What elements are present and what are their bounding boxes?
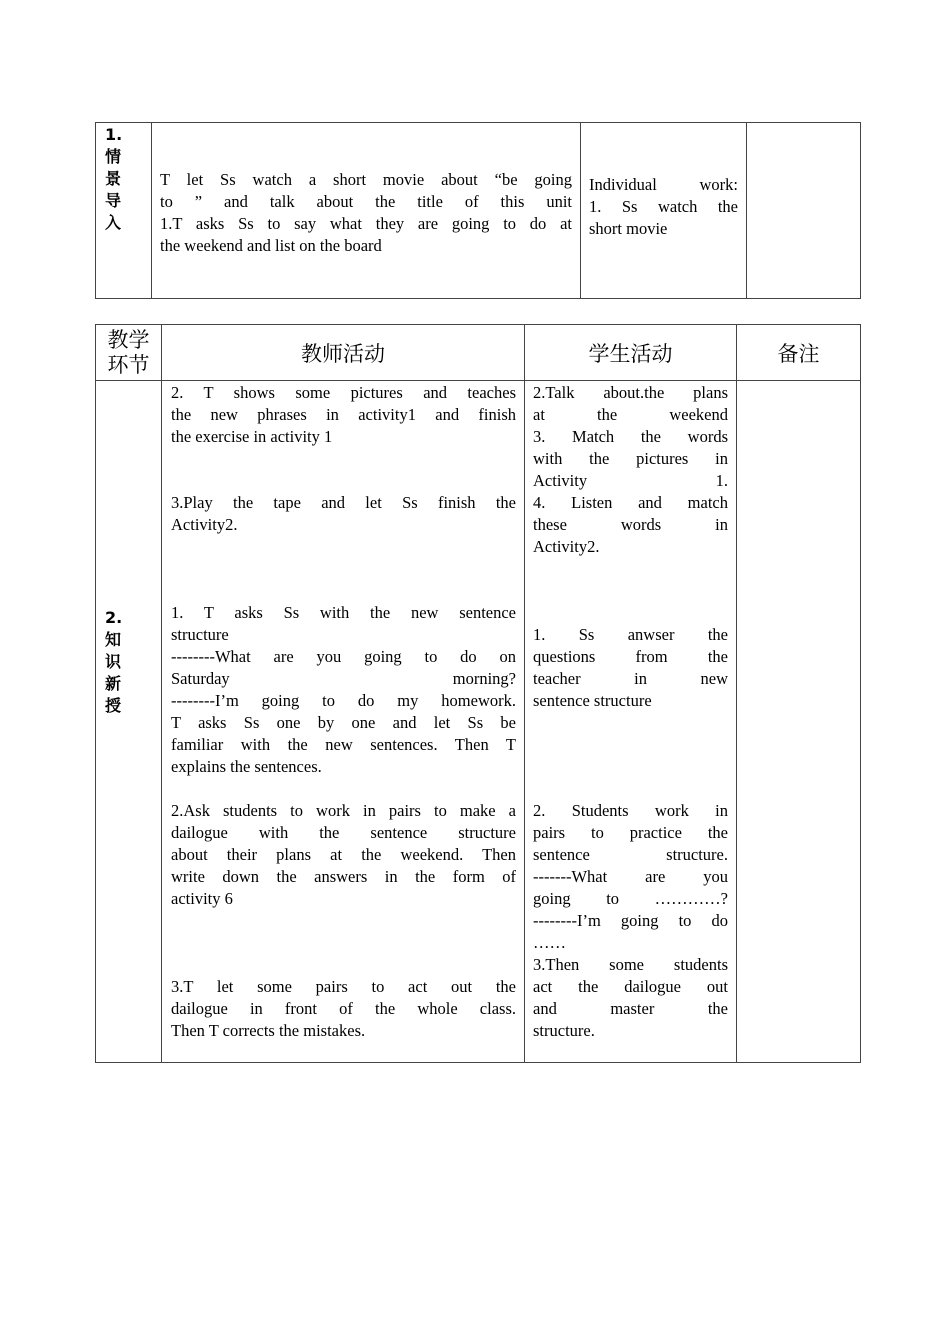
text-line: questions from the xyxy=(533,647,728,666)
stack-char: 情 xyxy=(105,147,122,166)
intro-student-cell xyxy=(581,123,747,299)
text-line xyxy=(171,910,516,932)
text-line xyxy=(533,712,728,734)
text-line: these words in xyxy=(533,515,728,534)
text-line: the weekend and list on the board xyxy=(160,236,382,255)
intro-teacher-cell xyxy=(152,123,581,299)
text-line: Activity2. xyxy=(171,515,238,534)
text-line xyxy=(533,756,728,778)
text-line: pairs to practice the xyxy=(533,823,728,842)
text-line: explains the sentences. xyxy=(171,757,322,776)
header-student: 学生活动 xyxy=(525,325,737,381)
text-line: sentence structure. xyxy=(533,845,728,864)
text-line: structure xyxy=(171,625,229,644)
stack-char: 导 xyxy=(105,191,122,210)
student-activities xyxy=(525,381,736,1042)
text-line: 4. Listen and match xyxy=(533,493,728,512)
student-activity-intro xyxy=(581,123,746,240)
text-line: dailogue in front of the whole class. xyxy=(171,999,516,1018)
notes-cell xyxy=(737,381,861,1063)
text-line xyxy=(533,558,728,580)
text-line: Activity2. xyxy=(533,537,600,556)
text-line: --------I’m going to do xyxy=(533,911,728,930)
text-line: short movie xyxy=(589,219,668,238)
text-line: 2. Students work in xyxy=(533,801,728,820)
text-line xyxy=(533,602,728,624)
text-line: 1.T asks Ss to say what they are going to do at xyxy=(160,214,572,233)
text-line xyxy=(171,448,516,470)
text-line: familiar with the new sentences. Then T xyxy=(171,735,516,754)
text-line xyxy=(533,580,728,602)
text-line: to ” and talk about the title of this unit xyxy=(160,192,572,211)
text-line: …… xyxy=(533,933,566,952)
text-line: --------I’m going to do my homework. xyxy=(171,691,516,710)
stack-char: 知 xyxy=(105,629,122,649)
text-line: T asks Ss one by one and let Ss be xyxy=(171,713,516,732)
stack-char: 2. xyxy=(105,607,123,627)
text-line xyxy=(533,778,728,800)
text-line: going to …………? xyxy=(533,889,728,908)
stack-char: 识 xyxy=(105,651,122,671)
text-line: Individual work: xyxy=(589,175,738,194)
text-line xyxy=(533,734,728,756)
text-line: 2.Ask students to work in pairs to make a xyxy=(171,801,516,820)
intro-section-cell xyxy=(96,123,152,299)
text-line: and master the xyxy=(533,999,728,1018)
student-activity-cell xyxy=(525,381,737,1063)
header-teacher: 教师活动 xyxy=(162,325,525,381)
stack-char: 环节 xyxy=(107,352,150,377)
stack-char: 授 xyxy=(105,695,122,715)
text-line: 3.T let some pairs to act out the xyxy=(171,977,516,996)
text-line: 1. T asks Ss with the new sentence xyxy=(171,603,516,622)
text-line: activity 6 xyxy=(171,889,233,908)
stack-char: 1. xyxy=(105,125,123,144)
text-line xyxy=(171,778,516,800)
text-line xyxy=(171,558,516,580)
stack-char: 教学 xyxy=(107,327,150,352)
intro-notes-cell xyxy=(747,123,861,299)
text-line xyxy=(171,954,516,976)
text-line: 3.Play the tape and let Ss finish the xyxy=(171,493,516,512)
header-section-label xyxy=(96,328,161,378)
text-line: --------What are you going to do on xyxy=(171,647,516,666)
text-line: Saturday morning? xyxy=(171,669,516,688)
intro-table xyxy=(95,122,861,299)
text-line xyxy=(171,932,516,954)
text-line: act the dailogue out xyxy=(533,977,728,996)
text-line: 3.Then some students xyxy=(533,955,728,974)
text-line: -------What are you xyxy=(533,867,728,886)
text-line: 1. Ss anwser the xyxy=(533,625,728,644)
text-line: 1. Ss watch the xyxy=(589,197,738,216)
stack-char: 景 xyxy=(105,169,122,188)
text-line: 2. T shows some pictures and teaches xyxy=(171,383,516,402)
text-line: 3. Match the words xyxy=(533,427,728,446)
text-line xyxy=(171,536,516,558)
text-line: write down the answers in the form of xyxy=(171,867,516,886)
section-label-new-knowledge xyxy=(96,607,161,837)
text-line: Then T corrects the mistakes. xyxy=(171,1021,366,1040)
text-line: the exercise in activity 1 xyxy=(171,427,333,446)
stack-char: 入 xyxy=(105,213,122,232)
text-line: dailogue with the sentence structure xyxy=(171,823,516,842)
text-line: at the weekend xyxy=(533,405,728,424)
section-cell xyxy=(96,381,162,1063)
text-line: Activity 1. xyxy=(533,471,728,490)
text-line: teacher in new xyxy=(533,669,728,688)
text-line: about their plans at the weekend. Then xyxy=(171,845,516,864)
new-knowledge-table xyxy=(95,324,861,1063)
text-line: 2.Talk about.the plans xyxy=(533,383,728,402)
section-label-intro xyxy=(96,123,151,234)
text-line xyxy=(171,470,516,492)
text-line: structure. xyxy=(533,1021,595,1040)
header-notes: 备注 xyxy=(737,325,861,381)
text-line: the new phrases in activity1 and finish xyxy=(171,405,516,424)
text-line: T let Ss watch a short movie about “be going xyxy=(160,170,572,189)
teacher-activities xyxy=(162,381,524,1042)
text-line: with the pictures in xyxy=(533,449,728,468)
header-section xyxy=(96,325,162,381)
stack-char: 新 xyxy=(105,673,122,693)
text-line xyxy=(171,580,516,602)
teacher-activity-cell xyxy=(162,381,525,1063)
teacher-activity-intro xyxy=(152,123,580,257)
text-line: sentence structure xyxy=(533,691,652,710)
